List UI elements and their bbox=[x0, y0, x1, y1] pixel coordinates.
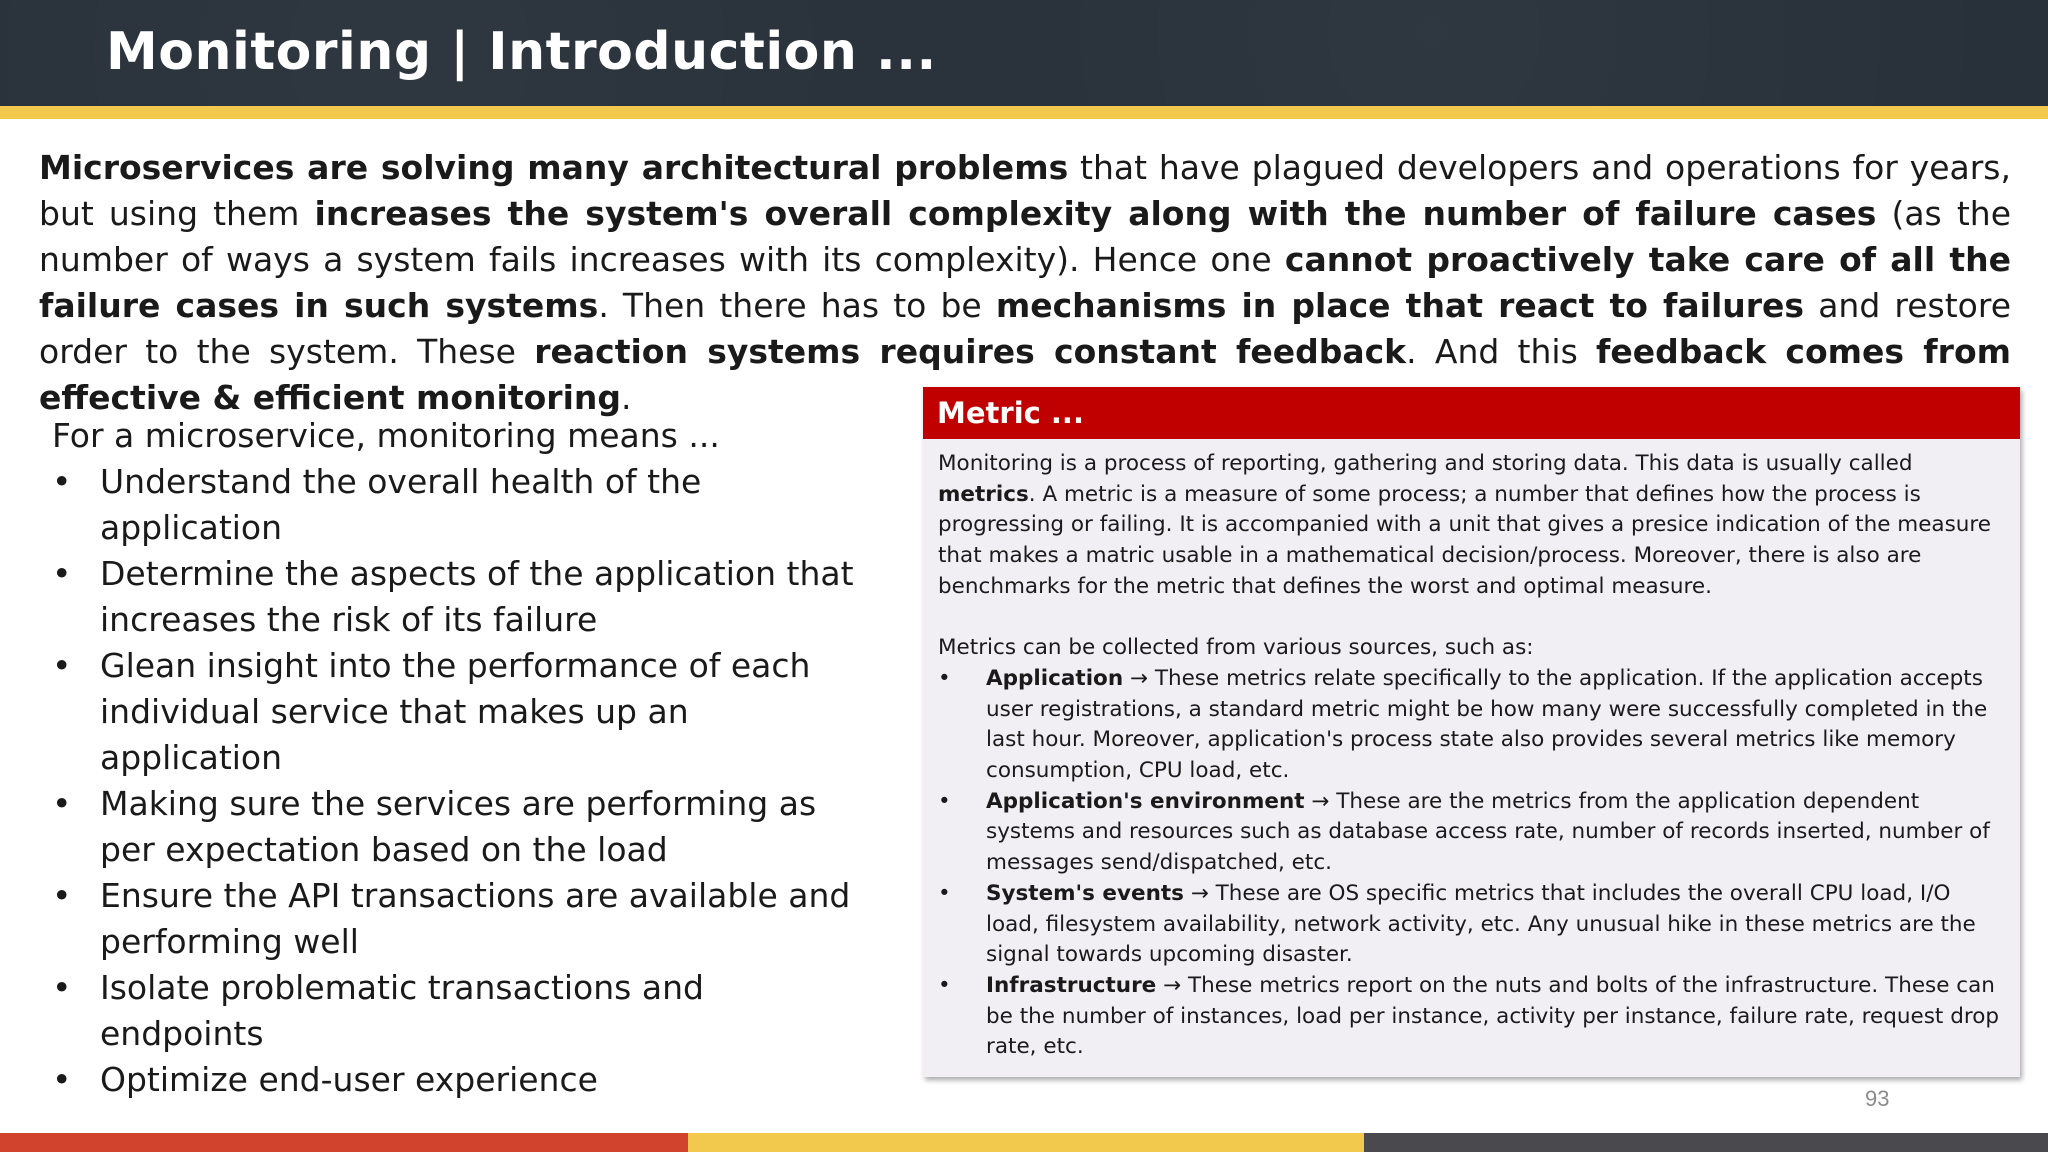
source-description: → These are OS specific metrics that includes the overall CPU load, I/O load, filesystem availability, network activity, etc. Any unusual hike in these metrics are the signal towards upcoming disaster. bbox=[986, 880, 1976, 968]
list-item bbox=[52, 965, 872, 1057]
metric-definition-text-a: Monitoring is a process of reporting, gathering and storing data. This data is usually called bbox=[938, 451, 1913, 476]
intro-text-3: . Then there has to be bbox=[598, 286, 996, 325]
title-accent-stripe bbox=[0, 106, 2048, 119]
source-name: Application bbox=[986, 665, 1124, 691]
list-item bbox=[938, 971, 2000, 1063]
bullet: • bbox=[52, 876, 72, 915]
source-name: Application's environment bbox=[986, 788, 1305, 814]
bullet: • bbox=[52, 554, 72, 593]
source-description: → These metrics relate specifically to the application. If the application accepts user registrations, a standard metric might be how many were successfully completed in the last hour. Moreover, application's process state also provides several metrics like memory consumption, CPU load, etc. bbox=[986, 665, 1988, 784]
source-description: → These metrics report on the nuts and bolts of the infrastructure. These can be the number of instances, load per instance, activity per instance, failure rate, request drop rate, etc. bbox=[986, 972, 2000, 1060]
list-item bbox=[52, 1057, 872, 1103]
source-description: → These are the metrics from the application dependent systems and resources such as database access rate, number of records inserted, number of messages send/dispatched, etc. bbox=[986, 788, 1990, 876]
intro-bold-5: reaction systems requires constant feedback bbox=[534, 332, 1407, 371]
list-item-text: Isolate problematic transactions and endpoints bbox=[100, 968, 704, 1053]
intro-text-2: (as the number of ways a system fails increases with its complexity). Hence one bbox=[39, 194, 2011, 279]
intro-bold-3: cannot proactively take care of all the failure cases in such systems bbox=[39, 240, 2011, 325]
monitoring-means-lead: For a microservice, monitoring means ... bbox=[52, 416, 720, 455]
bullet: • bbox=[52, 784, 72, 823]
footer-segment-red bbox=[0, 1133, 688, 1152]
list-item bbox=[938, 879, 2000, 971]
bullet: • bbox=[938, 880, 951, 906]
list-item-text: Determine the aspects of the application that increases the risk of its failure bbox=[100, 554, 854, 639]
intro-text-5: . And this bbox=[1406, 332, 1597, 371]
intro-paragraph bbox=[39, 145, 2011, 421]
metric-callout-box bbox=[923, 387, 2020, 1077]
list-item bbox=[52, 551, 872, 643]
list-item-text: Making sure the services are performing as per expectation based on the load bbox=[100, 784, 817, 869]
page-number: 93 bbox=[1865, 1086, 1890, 1111]
metric-heading: Metric ... bbox=[923, 387, 2020, 439]
intro-bold-4: mechanisms in place that react to failures bbox=[995, 286, 1805, 325]
metric-definition bbox=[938, 449, 2000, 603]
intro-bold-2: increases the system's overall complexity along with the number of failure cases bbox=[314, 194, 1877, 233]
list-item bbox=[52, 459, 872, 551]
bullet: • bbox=[938, 665, 951, 691]
paragraph-gap bbox=[938, 603, 2000, 634]
metric-sources-list bbox=[938, 664, 2000, 1063]
metric-sources-lead: Metrics can be collected from various sources, such as: bbox=[938, 635, 1534, 661]
bullet: • bbox=[52, 646, 72, 685]
source-name: System's events bbox=[986, 880, 1184, 906]
bullet: • bbox=[52, 968, 72, 1007]
list-item bbox=[52, 873, 872, 965]
monitoring-means-section bbox=[52, 413, 872, 1103]
bullet: • bbox=[938, 788, 951, 814]
footer-segment-yellow bbox=[688, 1133, 1364, 1152]
title-bar bbox=[0, 0, 2048, 106]
bullet: • bbox=[52, 1060, 72, 1099]
monitoring-means-list bbox=[52, 459, 872, 1103]
metric-body bbox=[923, 439, 2020, 1063]
bullet: • bbox=[52, 462, 72, 501]
intro-bold-6: feedback comes from effective & efficient monitoring bbox=[39, 332, 2011, 417]
list-item-text: Ensure the API transactions are available and performing well bbox=[100, 876, 851, 961]
footer-segment-gray bbox=[1364, 1133, 2048, 1152]
slide-title: Monitoring | Introduction ... bbox=[106, 22, 937, 82]
metric-definition-bold: metrics bbox=[938, 481, 1029, 507]
intro-text-1: that have plagued developers and operations for years, but using them bbox=[39, 148, 2011, 233]
list-item-text: Understand the overall health of the application bbox=[100, 462, 702, 547]
list-item bbox=[938, 787, 2000, 879]
bullet: • bbox=[938, 972, 951, 998]
intro-text-6: . bbox=[621, 378, 632, 417]
footer-color-bar bbox=[0, 1133, 2048, 1152]
metric-definition-text-b: . A metric is a measure of some process; a number that defines how the process is progressing or failing. It is accompanied with a unit that gives a presice indication of the measure that makes a matric usable in a mathematical decision/process. Moreover, there is also are benchmarks for the metric that defines the worst and optimal measure. bbox=[938, 481, 1992, 599]
list-item bbox=[938, 664, 2000, 787]
list-item bbox=[52, 781, 872, 873]
list-item-text: Optimize end-user experience bbox=[100, 1060, 598, 1099]
source-name: Infrastructure bbox=[986, 972, 1157, 998]
list-item-text: Glean insight into the performance of each individual service that makes up an application bbox=[100, 646, 811, 777]
intro-text-4: and restore order to the system. These bbox=[39, 286, 2012, 371]
intro-bold-1: Microservices are solving many architectural problems bbox=[39, 148, 1069, 187]
list-item bbox=[52, 643, 872, 781]
